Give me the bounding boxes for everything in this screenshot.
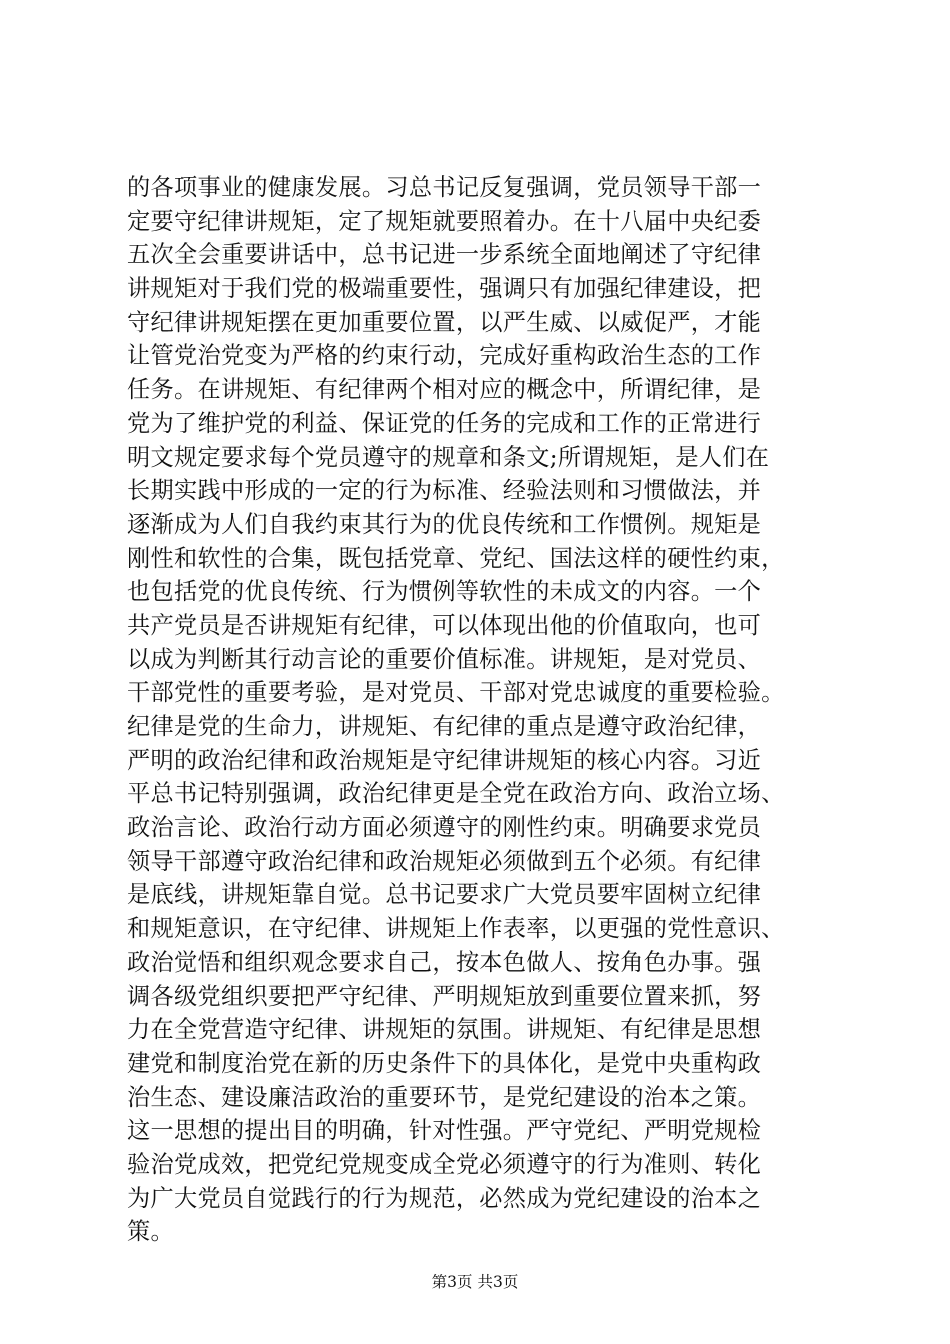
- text-line: 是底线，讲规矩靠自觉。总书记要求广大党员要牢固树立纪律: [127, 881, 762, 909]
- text-line: 调各级党组织要把严守纪律、严明规矩放到重要位置来抓，努: [127, 982, 762, 1010]
- text-line: 纪律是党的生命力，讲规矩、有纪律的重点是遵守政治纪律，: [127, 713, 762, 740]
- text-line: 逐渐成为人们自我约束其行为的优良传统和工作惯例。规矩是: [127, 510, 762, 538]
- page-number-footer: 第3页 共3页: [431, 1273, 519, 1291]
- text-line: 平总书记特别强调，政治纪律更是全党在政治方向、政治立场、: [127, 780, 785, 808]
- text-line: 以成为判断其行动言论的重要价值标准。讲规矩，是对党员、: [127, 645, 762, 673]
- body-text: [127, 171, 847, 1249]
- text-line: 共产党员是否讲规矩有纪律，可以体现出他的价值取向，也可: [127, 611, 762, 639]
- text-line: 政治言论、政治行动方面必须遵守的刚性约束。明确要求党员: [127, 814, 762, 842]
- text-line: 为广大党员自觉践行的行为规范，必然成为党纪建设的治本之: [127, 1184, 762, 1212]
- text-line: 讲规矩对于我们党的极端重要性，强调只有加强纪律建设，把: [127, 275, 762, 303]
- text-line: 和规矩意识，在守纪律、讲规矩上作表率，以更强的党性意识、: [127, 915, 785, 943]
- text-line: 任务。在讲规矩、有纪律两个相对应的概念中，所谓纪律，是: [127, 376, 762, 404]
- text-line: 让管党治党变为严格的约束行动，完成好重构政治生态的工作: [127, 342, 762, 370]
- text-line: 这一思想的提出目的明确，针对性强。严守党纪、严明党规检: [127, 1117, 762, 1145]
- text-line: 策。: [127, 1218, 174, 1246]
- text-line: 严明的政治纪律和政治规矩是守纪律讲规矩的核心内容。习近: [127, 746, 762, 774]
- text-line: 建党和制度治党在新的历史条件下的具体化，是党中央重构政: [127, 1049, 762, 1077]
- text-line: 干部党性的重要考验，是对党员、干部对党忠诚度的重要检验。: [127, 679, 785, 707]
- text-line: 验治党成效，把党纪党规变成全党必须遵守的行为准则、转化: [127, 1150, 762, 1178]
- text-line: 也包括党的优良传统、行为惯例等软性的未成文的内容。一个: [127, 578, 762, 606]
- text-line: 治生态、建设廉洁政治的重要环节，是党纪建设的治本之策。: [127, 1083, 762, 1111]
- text-line: 的各项事业的健康发展。习总书记反复强调，党员领导干部一: [127, 174, 762, 201]
- text-line: 长期实践中形成的一定的行为标准、经验法则和习惯做法，并: [127, 477, 762, 505]
- text-line: 党为了维护党的利益、保证党的任务的完成和工作的正常进行: [127, 409, 762, 437]
- text-line: 政治觉悟和组织观念要求自己，按本色做人、按角色办事。强: [127, 948, 762, 976]
- text-line: 明文规定要求每个党员遵守的规章和条文;所谓规矩，是人们在: [127, 443, 770, 471]
- text-line: 刚性和软性的合集，既包括党章、党纪、国法这样的硬性约束，: [127, 544, 785, 572]
- text-line: 守纪律讲规矩摆在更加重要位置，以严生威、以威促严，才能: [127, 308, 762, 336]
- text-line: 五次全会重要讲话中，总书记进一步系统全面地阐述了守纪律: [127, 241, 762, 269]
- text-line: 力在全党营造守纪律、讲规矩的氛围。讲规矩、有纪律是思想: [127, 1016, 762, 1044]
- text-line: 领导干部遵守政治纪律和政治规矩必须做到五个必须。有纪律: [127, 847, 762, 875]
- text-line: 定要守纪律讲规矩，定了规矩就要照着办。在十八届中央纪委: [127, 207, 762, 235]
